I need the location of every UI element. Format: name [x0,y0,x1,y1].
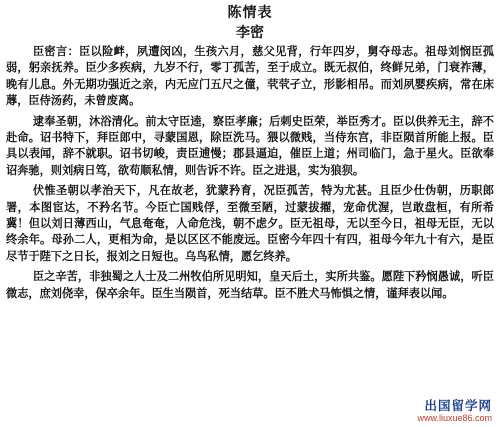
site-watermark [396,398,492,423]
paragraph-4: 臣之辛苦，非独蜀之人士及二州牧伯所见明知，皇天后土，实所共鉴。愿陛下矜悯愚诚，听臣微志，庶刘侥幸，保卒余年。臣生当陨首，死当结草。臣不胜犬马怖惧之情，谨拜表以闻。 [6,270,494,300]
watermark-url: www.liuxue86.com [417,413,492,423]
document [6,4,494,306]
paragraph-1: 臣密言：臣以险衅，夙遭闵凶，生孩六月，慈父见背，行年四岁，舅夺母志。祖母刘悯臣孤弱，躬亲抚养。臣少多疾病，九岁不行，零丁孤苦，至于成立。既无叔伯，终鲜兄弟，门衰祚薄，晚有儿息。外无期功强近之亲，内无应门五尺之僮，茕茕孑立，形影相吊。而刘夙婴疾病，常在床蓐，臣侍汤药，未曾废离。 [6,45,494,108]
paragraph-2: 逮奉圣朝，沐浴清化。前太守臣逵，察臣孝廉；后刺史臣荣，举臣秀才。臣以供养无主，辞不赴命。诏书特下，拜臣郎中，寻蒙国恩，除臣洗马。猥以微贱，当侍东宫，非臣陨首所能上报。臣具以表闻，辞不就职。诏书切峻，责臣逋慢；郡县逼迫，催臣上道；州司临门，急于星火。臣欲奉诏奔驰，则刘病日笃，欲苟顺私情，则告诉不许。臣之进退，实为狼狈。 [6,114,494,177]
document-title: 陈情表 [227,5,273,21]
document-author: 李密 [236,25,264,41]
paragraph-3: 伏惟圣朝以孝治天下，凡在故老，犹蒙矜育，况臣孤苦，特为尤甚。且臣少仕伪朝，历职郎署，本图宦达，不矜名节。今臣亡国贱俘，至微至陋，过蒙拔擢，宠命优渥，岂敢盘桓，有所希冀！但以刘日薄西山，气息奄奄，人命危浅，朝不虑夕。臣无祖母，无以至今日，祖母无臣，无以终余年。母孙二人，更相为命，是以区区不能废远。臣密今年四十有四，祖母今年九十有六，是臣尽节于陛下之日长，报刘之日短也。乌鸟私情，愿乞终养。 [6,184,494,263]
watermark-site-name: 出国留学网 [424,398,492,413]
